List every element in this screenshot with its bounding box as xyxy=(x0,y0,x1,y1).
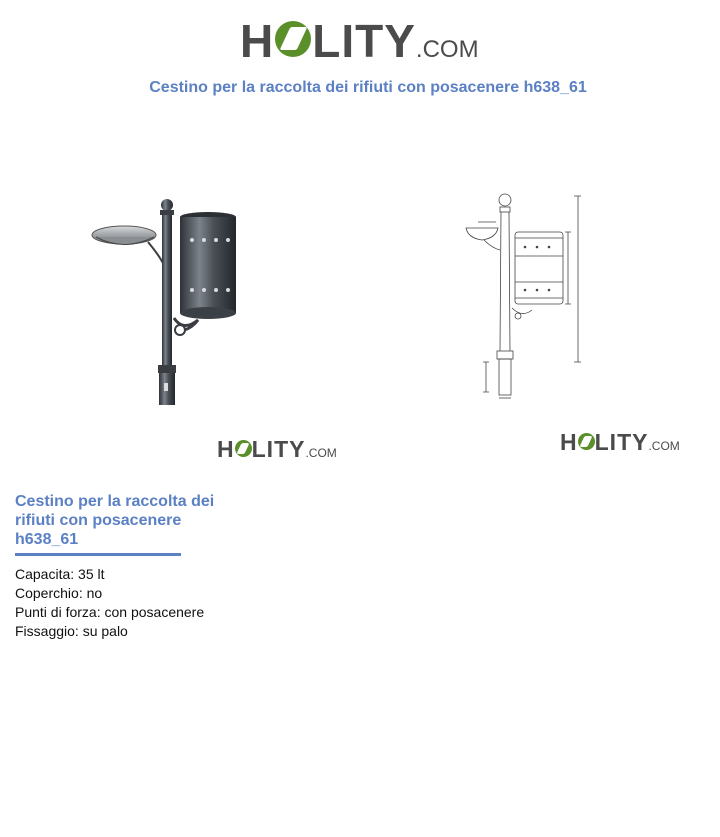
holity-logo-small-photo xyxy=(217,436,337,463)
logo-letter-h: H xyxy=(240,15,275,67)
spec-value: 35 lt xyxy=(78,566,105,582)
logo-letter-h: H xyxy=(217,436,235,462)
logo-suffix: .COM xyxy=(648,439,680,453)
logo-o-icon xyxy=(235,440,252,457)
holity-logo[interactable] xyxy=(240,14,479,68)
spec-value: con posacenere xyxy=(104,604,205,620)
logo-text: LITY xyxy=(312,15,416,67)
heading-underline xyxy=(15,553,181,556)
logo-suffix: .COM xyxy=(415,36,479,63)
product-photo xyxy=(88,190,248,410)
holity-logo-small-drawing xyxy=(560,429,680,456)
technical-drawing xyxy=(460,186,590,401)
logo-o-icon xyxy=(578,433,595,450)
spec-label: Coperchio: xyxy=(15,585,83,601)
logo-text: LITY xyxy=(251,436,306,462)
logo-letter-h: H xyxy=(560,429,578,455)
spec-value: su palo xyxy=(82,623,128,639)
spec-value: no xyxy=(86,585,103,601)
spec-mounting xyxy=(15,622,204,641)
spec-label: Punti di forza: xyxy=(15,604,101,620)
spec-strengths xyxy=(15,603,204,622)
logo-o-icon xyxy=(275,21,311,57)
page-title: Cestino per la raccolta dei rifiuti con posacenere h638_61 xyxy=(149,79,587,96)
spec-capacity xyxy=(15,565,204,584)
product-heading: Cestino per la raccolta dei rifiuti con posacenere h638_61 xyxy=(15,493,215,548)
spec-label: Fissaggio: xyxy=(15,623,79,639)
logo-text: LITY xyxy=(594,429,649,455)
spec-list xyxy=(15,565,204,641)
spec-lid xyxy=(15,584,204,603)
spec-label: Capacita: xyxy=(15,566,75,582)
logo-suffix: .COM xyxy=(305,446,337,460)
